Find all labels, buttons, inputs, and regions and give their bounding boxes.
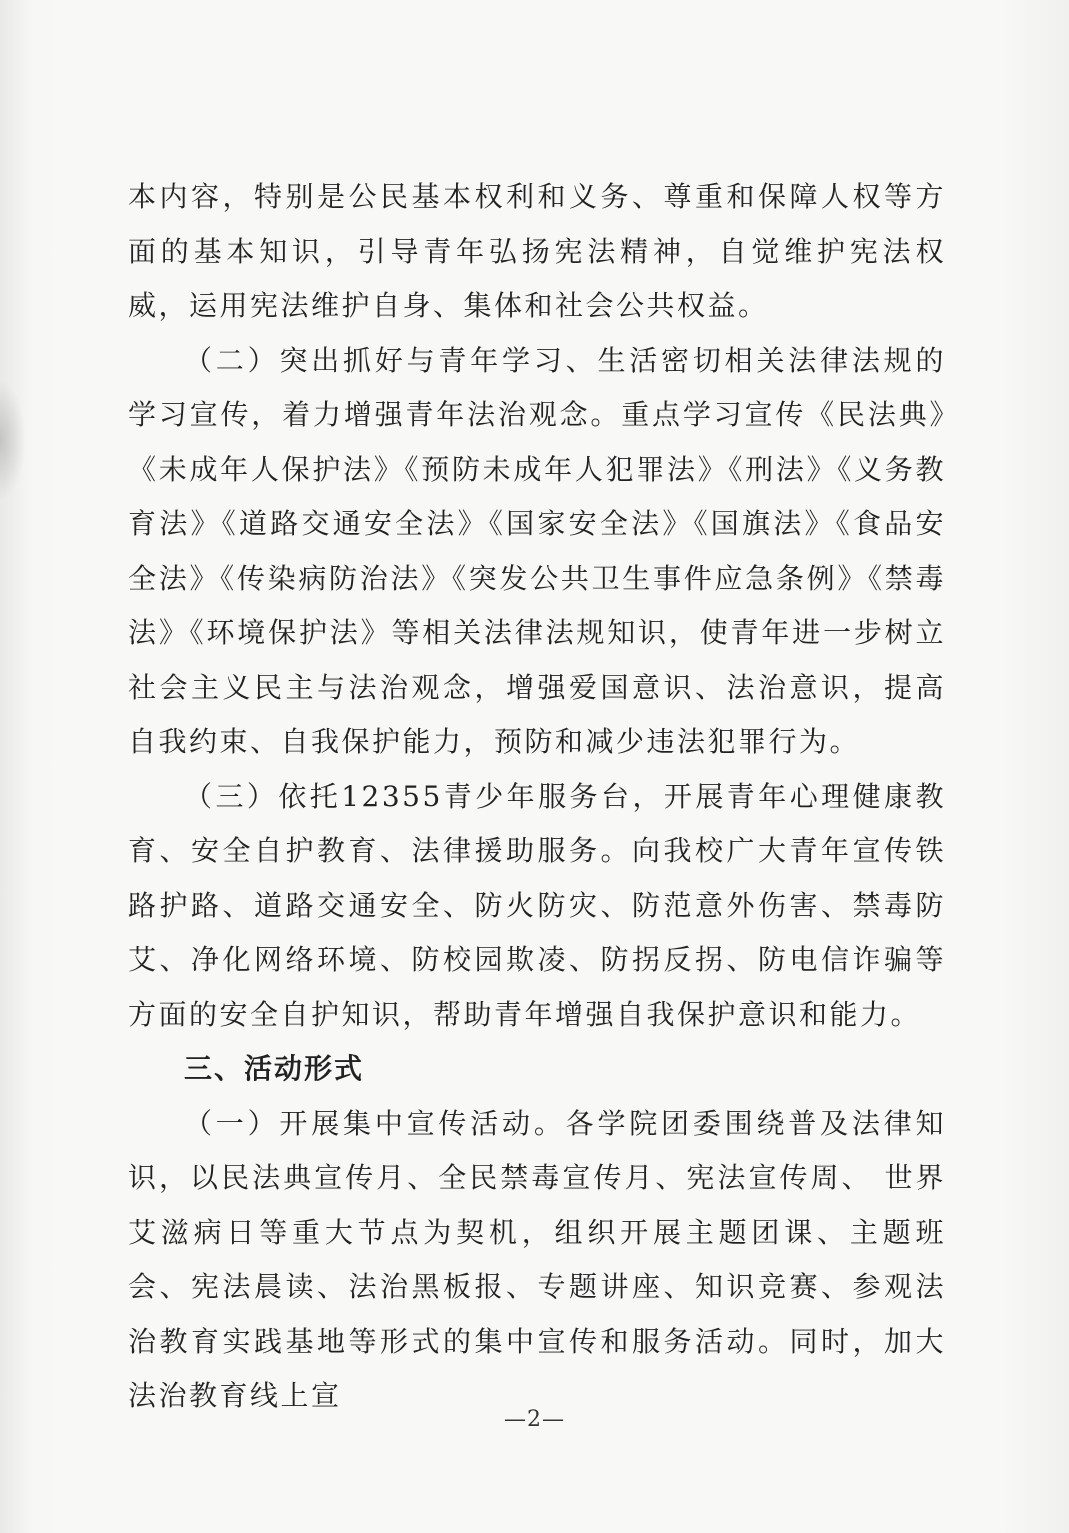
paragraph-section-3: （三）依托12355青少年服务台，开展青年心理健康教育、安全自护教育、法律援助服务。向我校广大青年宣传铁路护路、道路交通安全、防火防灾、防范意外伤害、禁毒防艾、净化网络环境、防校园欺凌、防拐反拐、防电信诈骗等方面的安全自护知识，帮助青年增强自我保护意识和能力。 (128, 779, 946, 1031)
paragraph-activity-1: （一）开展集中宣传活动。各学院团委围绕普及法律知识，以民法典宣传月、全民禁毒宣传月、宪法宣传周、 世界艾滋病日等重大节点为契机，组织开展主题团课、主题班会、宪法晨读、法治黑板报、专题讲座、知识竞赛、参观法治教育实践基地等形式的集中宣传和服务活动。同时，加大法治教育线上宣 (128, 1106, 946, 1412)
paragraph-section-2: （二）突出抓好与青年学习、生活密切相关法律法规的学习宣传，着力增强青年法治观念。重点学习宣传《民法典》《未成年人保护法》《预防未成年人犯罪法》《刑法》《义务教育法》《道路交通安全法》《国家安全法》《国旗法》《食品安全法》《传染病防治法》《突发公共卫生事件应急条例》《禁毒法》《环境保护法》等相关法律法规知识，使青年进一步树立社会主义民主与法治观念，增强爱国意识、法治意识，提高自我约束、自我保护能力，预防和减少违法犯罪行为。 (128, 343, 946, 758)
scan-shadow (0, 380, 26, 500)
paragraph-continuation: 本内容，特别是公民基本权利和义务、尊重和保障人权等方面的基本知识，引导青年弘扬宪法精神，自觉维护宪法权威，运用宪法维护自身、集体和社会公共权益。 (128, 180, 946, 322)
section-heading-activity-form: 三、活动形式 (184, 1052, 365, 1085)
document-body (128, 170, 946, 1424)
page-number: —2— (504, 1407, 565, 1432)
